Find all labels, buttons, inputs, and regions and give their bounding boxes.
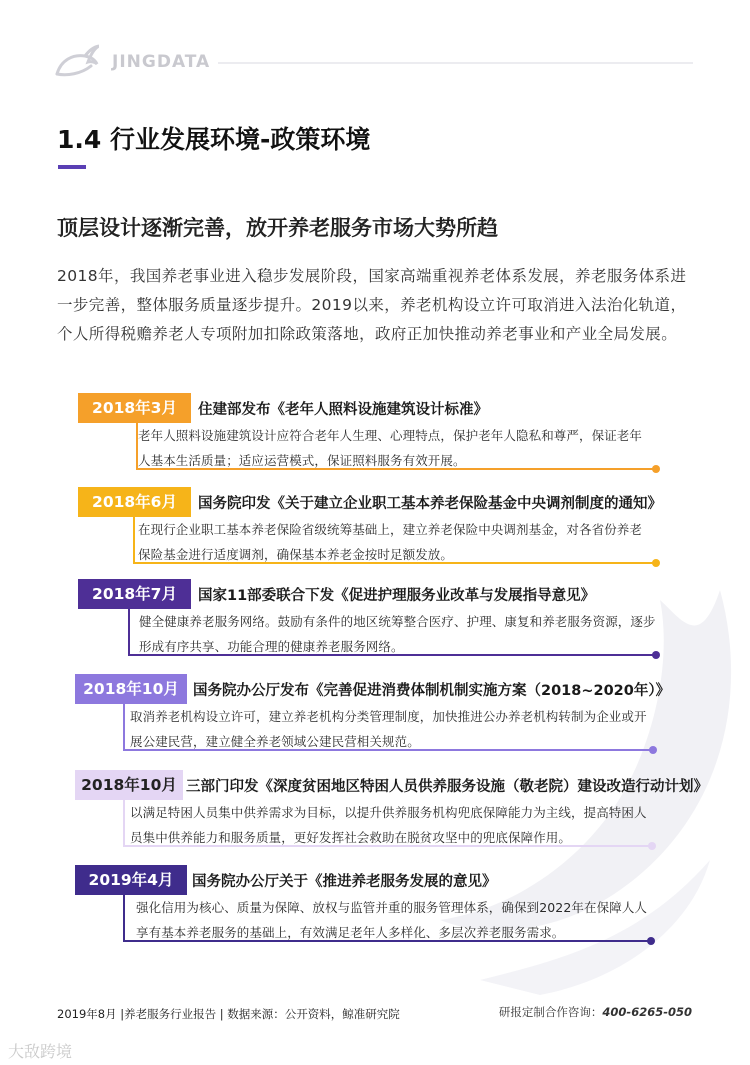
timeline-connector [128, 609, 130, 655]
brand-logo-text: JINGDATA [112, 52, 211, 72]
policy-description: 取消养老机构设立许可，建立养老机构分类管理制度，加快推进公办养老机构转制为企业或开展公建民营，建立健全养老领域公建民营相关规范。 [130, 709, 647, 749]
corner-watermark: 大敌跨境 [8, 1042, 73, 1061]
header-divider [218, 62, 693, 64]
intro-paragraph: 2018年，我国养老事业进入稳步发展阶段，国家高端重视养老体系发展，养老服务体系进一步完善，整体服务质量逐步提升。2019以来，养老机构设立许可取消进入法治化轨道，个人所得税赡养老人专项附加扣除政策落地，政府正加快推动养老事业和产业全局发展。 [57, 267, 687, 343]
date-badge: 2018年10月 [75, 770, 183, 800]
timeline-connector [123, 704, 125, 750]
policy-heading: 国家11部委联合下发《促进护理服务业改革与发展指导意见》 [198, 588, 596, 604]
policy-heading: 国务院印发《关于建立企业职工基本养老保险基金中央调剂制度的通知》 [198, 496, 662, 512]
whale-logo-icon [55, 44, 99, 80]
footer-contact-label: 研报定制合作咨询： [498, 1005, 603, 1019]
footer-contact [470, 1004, 692, 1020]
policy-heading: 国务院办公厅关于《推进养老服务发展的意见》 [192, 874, 497, 890]
timeline-end-dot [652, 465, 660, 473]
policy-description: 老年人照料设施建筑设计应符合老年人生理、心理特点，保护老年人隐私和尊严，保证老年人基本生活质量；适应运营模式，保证照料服务有效开展。 [138, 428, 643, 468]
subtitle: 顶层设计逐渐完善，放开养老服务市场大势所趋 [57, 216, 498, 240]
timeline-end-dot [652, 559, 660, 567]
date-badge: 2018年10月 [75, 674, 187, 704]
policy-description: 强化信用为核心、质量为保障、放权与监管并重的服务管理体系，确保到2022年在保障人人享有基本养老服务的基础上，有效满足老年人多样化、多层次养老服务需求。 [136, 900, 648, 940]
section-title: 1.4 行业发展环境-政策环境 [57, 125, 371, 154]
policy-description: 在现行企业职工基本养老保险省级统筹基础上，建立养老保险中央调剂基金，对各省份养老保险基金进行适度调剂，确保基本养老金按时足额发放。 [138, 522, 643, 562]
date-badge: 2019年4月 [75, 865, 187, 895]
policy-heading: 住建部发布《老年人照料设施建筑设计标准》 [198, 402, 488, 418]
timeline-connector [133, 517, 135, 563]
policy-description: 健全健康养老服务网络。鼓励有条件的地区统筹整合医疗、护理、康复和养老服务资源，逐步形成有序共享、功能合理的健康养老服务网络。 [139, 614, 656, 654]
timeline-connector [123, 895, 125, 941]
date-badge: 2018年3月 [78, 393, 191, 423]
timeline-connector [123, 800, 125, 846]
footer-source: 2019年8月 |养老服务行业报告 | 数据来源：公开资料，鲸准研究院 [57, 1007, 400, 1021]
policy-heading: 国务院办公厅发布《完善促进消费体制机制实施方案（2018~2020年）》 [193, 683, 671, 699]
policy-description: 以满足特困人员集中供养需求为目标，以提升供养服务机构兜底保障能力为主线，提高特困人员集中供养能力和服务质量，更好发挥社会救助在脱贫攻坚中的兜底保障作用。 [130, 805, 647, 845]
footer-phone: 400-6265-050 [602, 1005, 692, 1019]
date-badge: 2018年6月 [78, 487, 191, 517]
policy-heading: 三部门印发《深度贫困地区特困人员供养服务设施（敬老院）建设改造行动计划》 [186, 779, 708, 795]
date-badge: 2018年7月 [78, 579, 191, 609]
title-accent-bar [58, 165, 86, 169]
